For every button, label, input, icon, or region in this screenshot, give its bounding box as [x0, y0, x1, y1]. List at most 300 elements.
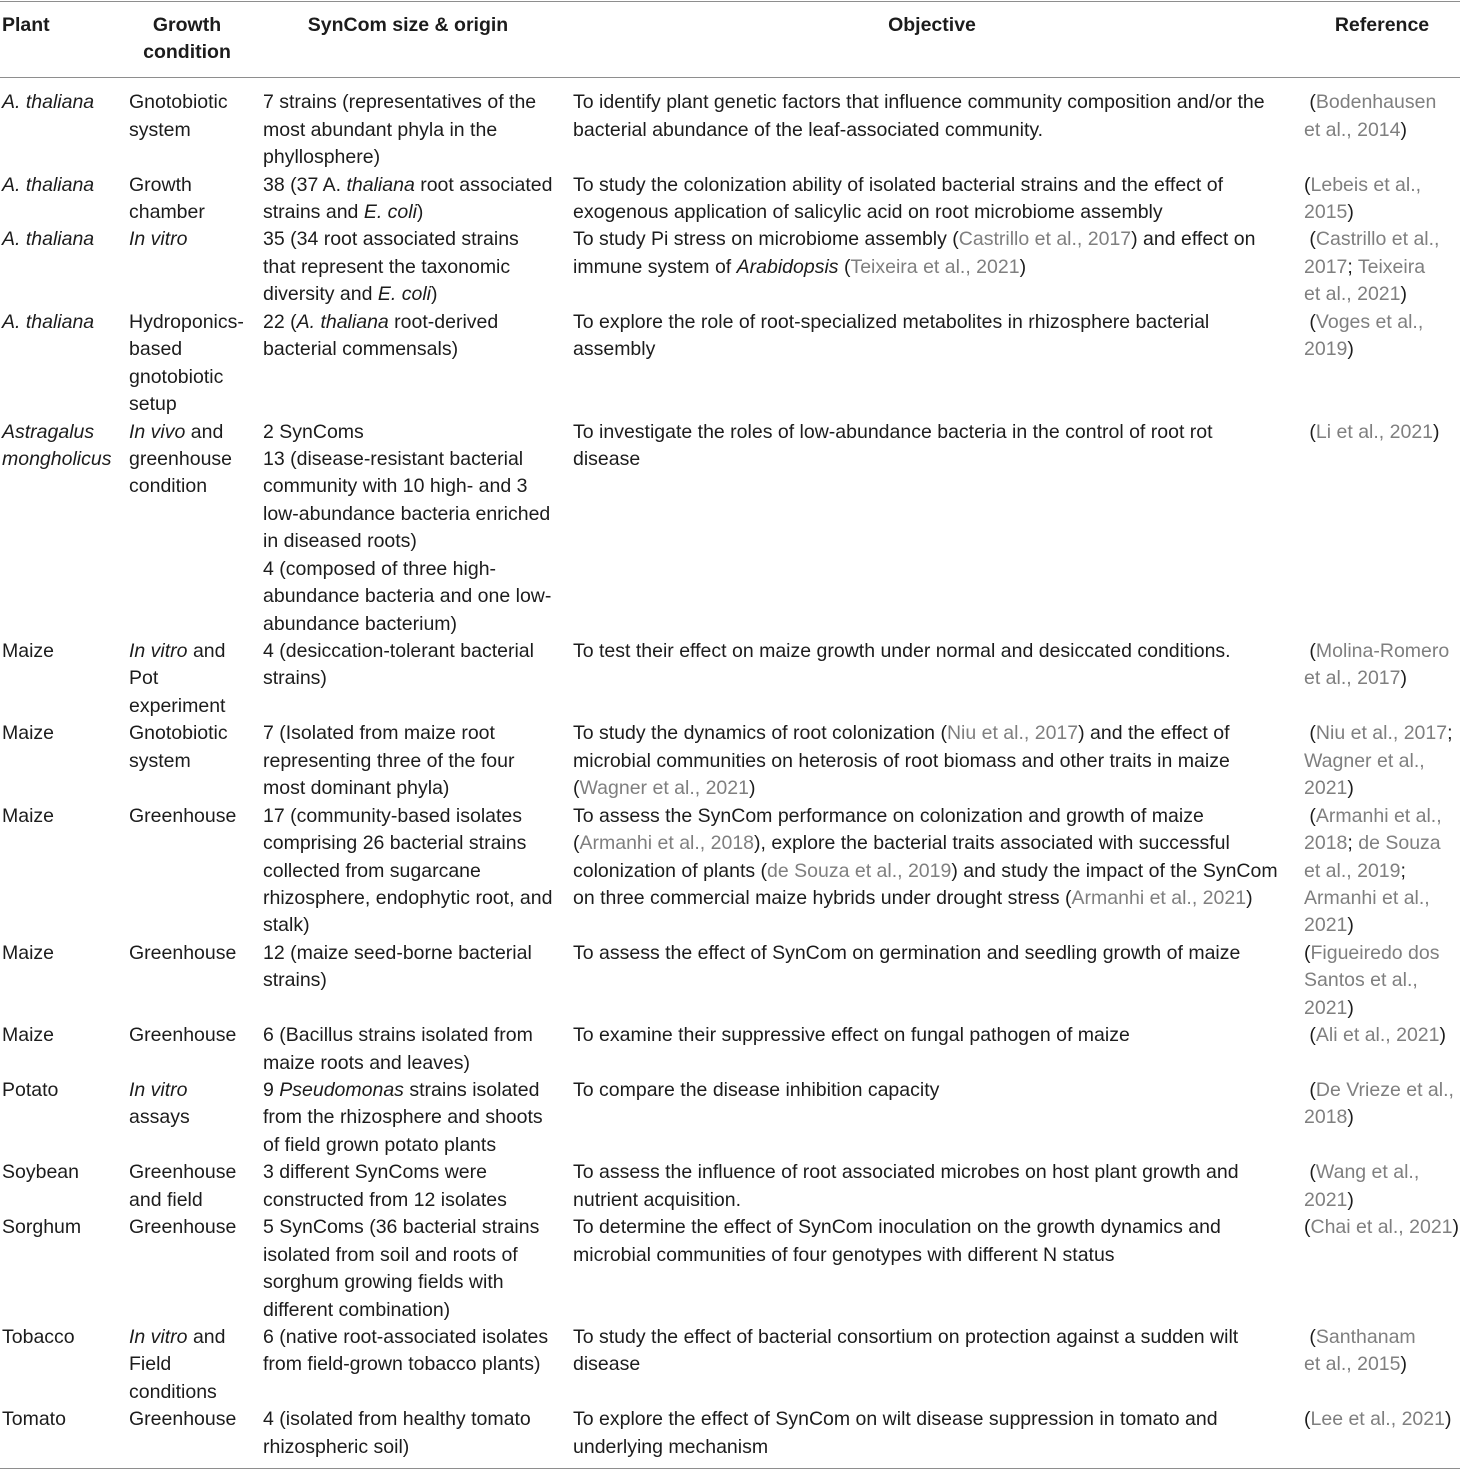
cell-line [129, 117, 263, 144]
cell-line [1304, 775, 1460, 802]
table-row [0, 89, 1460, 171]
citation-link[interactable]: 2018 [1304, 1106, 1348, 1129]
cell-reference [1304, 803, 1460, 940]
cell-line [263, 638, 573, 665]
cell-plant [0, 1022, 129, 1077]
citation-link[interactable]: de Souza et al., 2019 [767, 859, 952, 882]
text-run: constructed from 12 isolates [263, 1188, 507, 1211]
citation-link[interactable]: Armanhi et al., [1315, 804, 1442, 827]
cell-plant [0, 940, 129, 1022]
cell-plant [0, 803, 129, 940]
cell-line [573, 803, 1304, 830]
italic-text: Pseudomonas [279, 1079, 404, 1102]
cell-line [1304, 226, 1460, 253]
text-run: strains and [263, 201, 364, 224]
cell-growth-condition [129, 1406, 263, 1461]
text-run: ( [1304, 91, 1316, 114]
text-run: 17 (community-based isolates [263, 804, 523, 827]
cell-line [129, 391, 263, 418]
cell-line [573, 336, 1304, 363]
text-run: diversity and [263, 283, 378, 306]
cell-growth-condition [129, 309, 263, 419]
text-run: strains isolated [403, 1079, 540, 1102]
text-run: To assess the influence of root associated microbes on host plant growth and [573, 1161, 1239, 1184]
text-run: Maize [2, 722, 55, 745]
cell-line [573, 172, 1304, 199]
cell-plant [0, 419, 129, 639]
cell-line [129, 309, 263, 336]
text-run: ) [1439, 1024, 1447, 1047]
cell-line [573, 199, 1304, 226]
cell-reference [1304, 1077, 1460, 1159]
text-run: Gnotobiotic [129, 722, 228, 745]
citation-link[interactable]: Chai et al., 2021 [1310, 1216, 1453, 1239]
bottom-rule [0, 1468, 1460, 1469]
cell-line [263, 254, 573, 281]
cell-syncom [263, 419, 573, 639]
cell-line [573, 638, 1304, 665]
text-run: 38 (37 A. [263, 173, 347, 196]
text-run: setup [129, 393, 177, 416]
text-run: condition [129, 475, 208, 498]
text-run: 22 ( [263, 310, 297, 333]
cell-line [573, 885, 1304, 912]
cell-growth-condition [129, 940, 263, 1022]
cell-line [263, 1132, 573, 1159]
cell-syncom [263, 940, 573, 1022]
cell-line [2, 1022, 129, 1049]
cell-line [2, 1406, 129, 1433]
citation-link[interactable]: Wang et al., [1315, 1161, 1420, 1184]
cell-line [1304, 1159, 1460, 1186]
cell-line [1304, 419, 1460, 446]
text-run: ) [1347, 1188, 1354, 1211]
cell-line [263, 1214, 573, 1241]
text-run: ( [1304, 1216, 1311, 1239]
cell-growth-condition [129, 803, 263, 940]
text-run: bacterial commensals) [263, 338, 459, 361]
cell-plant [0, 89, 129, 171]
text-run: root associated [414, 173, 553, 196]
cell-syncom [263, 803, 573, 940]
text-run: Maize [2, 804, 55, 827]
cell-syncom [263, 89, 573, 171]
italic-text: Astragalus [2, 420, 95, 443]
citation-link[interactable]: Teixeira et al., 2021 [850, 255, 1020, 278]
cell-line [573, 309, 1304, 336]
text-run: underlying mechanism [573, 1435, 769, 1458]
cell-line [129, 1351, 263, 1378]
table-row [0, 172, 1460, 227]
citation-link[interactable]: Molina-Romero [1315, 640, 1450, 663]
text-run: stalk) [263, 914, 310, 937]
cell-line [129, 419, 263, 446]
citation-link[interactable]: 2021 [1304, 914, 1348, 937]
cell-reference [1304, 172, 1460, 227]
citation-link[interactable]: 2021 [1304, 1188, 1348, 1211]
cell-line [263, 419, 573, 446]
text-run: system [129, 118, 191, 141]
text-run: comprising 26 bacterial strains [263, 832, 527, 855]
text-run: ) and effect on [1131, 228, 1256, 251]
citation-link[interactable]: Castrillo et al., 2017 [958, 228, 1132, 251]
table-row [0, 1159, 1460, 1214]
cell-line [573, 720, 1304, 747]
cell-growth-condition [129, 419, 263, 639]
citation-link[interactable]: Li et al., 2021 [1315, 420, 1434, 443]
text-run: and [185, 420, 224, 443]
cell-line [263, 858, 573, 885]
cell-line [263, 1406, 573, 1433]
cell-growth-condition [129, 172, 263, 227]
cell-line [1304, 720, 1460, 747]
cell-line [263, 830, 573, 857]
cell-syncom [263, 1324, 573, 1406]
cell-syncom [263, 720, 573, 802]
cell-reference [1304, 1159, 1460, 1214]
text-run: ) [1444, 1408, 1452, 1431]
cell-line [129, 720, 263, 747]
citation-link[interactable]: De Vrieze et al., [1315, 1079, 1454, 1102]
cell-syncom [263, 172, 573, 227]
citation-link[interactable]: Castrillo et al., [1315, 228, 1440, 251]
citation-link[interactable]: de Souza [1358, 832, 1441, 855]
cell-objective [573, 89, 1304, 171]
text-run: ) [1347, 914, 1354, 937]
cell-line [2, 1159, 129, 1186]
header-syncom-size-origin: SynCom size & origin [307, 14, 509, 36]
cell-line [129, 1104, 263, 1131]
cell-growth-condition [129, 1077, 263, 1159]
text-run: To identify plant genetic factors that influence community composition and/or the [573, 91, 1265, 114]
citation-link[interactable]: 2021 [1304, 777, 1348, 800]
cell-line [573, 1159, 1304, 1186]
text-run: 6 (Bacillus strains isolated from [263, 1024, 533, 1047]
citation-link[interactable]: Ali et al., 2021 [1315, 1024, 1440, 1047]
cell-growth-condition [129, 89, 263, 171]
text-run: ; [1347, 255, 1358, 278]
citation-link[interactable]: et al., 2021 [1304, 283, 1401, 306]
cell-objective [573, 172, 1304, 227]
cell-line [573, 1434, 1304, 1461]
text-run: based [129, 338, 183, 361]
cell-objective [573, 1077, 1304, 1159]
cell-line [263, 885, 573, 912]
text-run: abundance bacteria and one low- [263, 585, 552, 608]
citation-link[interactable]: 2015 [1304, 201, 1348, 224]
text-run: ) [1347, 338, 1354, 361]
cell-line [573, 1324, 1304, 1351]
cell-line [263, 967, 573, 994]
text-run: most dominant phyla) [263, 777, 450, 800]
text-run: strains) [263, 969, 327, 992]
cell-line [129, 748, 263, 775]
cell-line [1304, 967, 1460, 994]
text-run: To test their effect on maize growth under normal and desiccated conditions. [573, 640, 1231, 663]
cell-plant [0, 309, 129, 419]
table-row [0, 226, 1460, 308]
cell-line [263, 803, 573, 830]
text-run: ) [1347, 201, 1354, 224]
cell-reference [1304, 1324, 1460, 1406]
cell-line [263, 1104, 573, 1131]
text-run: greenhouse [129, 447, 233, 470]
citation-link[interactable]: 2021 [1304, 996, 1348, 1019]
text-run: 13 (disease-resistant bacterial [263, 447, 524, 470]
cell-line [129, 89, 263, 116]
text-run: immune system of [573, 255, 737, 278]
cell-line [2, 1077, 129, 1104]
text-run: assembly [573, 338, 656, 361]
citation-link[interactable]: Niu et al., 2017 [1315, 722, 1448, 745]
cell-reference [1304, 1406, 1460, 1461]
table-row [0, 309, 1460, 419]
text-run: Gnotobiotic [129, 91, 228, 114]
italic-text: In vitro [129, 640, 188, 663]
cell-growth-condition [129, 1324, 263, 1406]
table-row [0, 940, 1460, 1022]
cell-reference [1304, 309, 1460, 419]
text-run: To compare the disease inhibition capacity [573, 1079, 940, 1102]
cell-reference [1304, 226, 1460, 308]
header-plant: Plant [2, 14, 50, 36]
table-header-row [0, 2, 1460, 77]
cell-line [263, 775, 573, 802]
cell-line [573, 940, 1304, 967]
cell-line [573, 748, 1304, 775]
cell-line [129, 199, 263, 226]
cell-line [263, 1297, 573, 1324]
cell-plant [0, 1214, 129, 1324]
cell-line [263, 940, 573, 967]
cell-line [263, 117, 573, 144]
italic-text: thaliana [346, 173, 415, 196]
text-run: ( [573, 777, 580, 800]
citation-link[interactable]: Wagner et al., [1304, 749, 1425, 772]
text-run: abundance bacterium) [263, 612, 458, 635]
text-run: To assess the effect of SynCom on germination and seedling growth of maize [573, 941, 1241, 964]
cell-line [263, 1050, 573, 1077]
text-run: Tobacco [2, 1325, 75, 1348]
cell-syncom [263, 638, 573, 720]
text-run: different combination) [263, 1298, 451, 1321]
cell-objective [573, 226, 1304, 308]
citation-link[interactable]: Figueiredo dos [1310, 941, 1440, 964]
text-run: 4 (composed of three high- [263, 557, 497, 580]
citation-link[interactable]: Lebeis et al., [1310, 173, 1422, 196]
text-run: ; [1400, 859, 1406, 882]
citation-link[interactable]: 2018 [1304, 832, 1348, 855]
cell-objective [573, 309, 1304, 419]
cell-line [573, 1077, 1304, 1104]
text-run: ( [1304, 804, 1316, 827]
text-run: To explore the effect of SynCom on wilt disease suppression in tomato and [573, 1408, 1218, 1431]
cell-objective [573, 638, 1304, 720]
citation-link[interactable]: Voges et al., [1315, 310, 1424, 333]
text-run: Soybean [2, 1161, 79, 1184]
cell-line [2, 419, 129, 446]
italic-text: In vitro [129, 228, 188, 251]
cell-line [129, 1187, 263, 1214]
cell-growth-condition [129, 1159, 263, 1214]
cell-reference [1304, 720, 1460, 802]
cell-line [129, 1214, 263, 1241]
citation-link[interactable]: Santos et al., [1304, 969, 1418, 992]
cell-line [263, 89, 573, 116]
cell-line [263, 281, 573, 308]
cell-line [573, 1242, 1304, 1269]
cell-line [1304, 89, 1460, 116]
text-run: ) [1347, 1106, 1354, 1129]
table-row [0, 803, 1460, 940]
text-run: To assess the SynCom performance on colonization and growth of maize [573, 804, 1204, 827]
cell-line [263, 1351, 573, 1378]
text-run: 7 (Isolated from maize root [263, 722, 495, 745]
text-run: Greenhouse [129, 941, 237, 964]
cell-line [1304, 117, 1460, 144]
cell-line [573, 1406, 1304, 1433]
cell-line [263, 501, 573, 528]
cell-line [1304, 940, 1460, 967]
citation-link[interactable]: Armanhi et al., 2021 [1071, 886, 1247, 909]
text-run: ) [1400, 1353, 1407, 1376]
cell-syncom [263, 226, 573, 308]
text-run: ( [1304, 941, 1311, 964]
text-run: Maize [2, 941, 55, 964]
cell-line [2, 803, 129, 830]
cell-line [263, 583, 573, 610]
text-run: bacterial abundance of the leaf-associated community. [573, 118, 1044, 141]
text-run: ( [1304, 722, 1316, 745]
cell-line [129, 226, 263, 253]
cell-line [573, 1022, 1304, 1049]
cell-line [129, 1324, 263, 1351]
text-run: 12 (maize seed-borne bacterial [263, 941, 532, 964]
cell-line [263, 144, 573, 171]
text-run: ( [1304, 228, 1316, 251]
text-run: colonization of plants ( [573, 859, 768, 882]
cell-objective [573, 1214, 1304, 1324]
text-run: disease [573, 1353, 641, 1376]
cell-line [1304, 748, 1460, 775]
text-run: conditions [129, 1380, 217, 1403]
cell-plant [0, 1324, 129, 1406]
text-run: ) [1400, 283, 1407, 306]
cell-line [263, 748, 573, 775]
cell-line [1304, 1214, 1460, 1241]
text-run: 5 SynComs (36 bacterial strains [263, 1216, 540, 1239]
italic-text: mongholicus [2, 447, 112, 470]
cell-line [129, 446, 263, 473]
text-run: from field-grown tobacco plants) [263, 1353, 541, 1376]
cell-line [1304, 1022, 1460, 1049]
cell-objective [573, 1022, 1304, 1077]
text-run: ( [1304, 1161, 1316, 1184]
citation-link[interactable]: et al., 2019 [1304, 859, 1401, 882]
cell-line [263, 912, 573, 939]
text-run: most abundant phyla in the [263, 118, 498, 141]
cell-line [263, 1242, 573, 1269]
cell-line [263, 309, 573, 336]
text-run: ), explore the bacterial traits associated with successful [754, 832, 1230, 855]
text-run: Growth [129, 173, 192, 196]
cell-plant [0, 1077, 129, 1159]
text-run: 9 [263, 1079, 280, 1102]
cell-line [2, 309, 129, 336]
italic-text: A. thaliana [2, 310, 95, 333]
cell-line [129, 693, 263, 720]
text-run: To investigate the roles of low-abundance bacteria in the control of root rot [573, 420, 1213, 443]
cell-objective [573, 803, 1304, 940]
italic-text: In vitro [129, 1325, 188, 1348]
citation-link[interactable]: Niu et al., 2017 [946, 722, 1079, 745]
cell-line [1304, 858, 1460, 885]
text-run: 4 (desiccation-tolerant bacterial [263, 640, 534, 663]
text-run: and [187, 640, 226, 663]
text-run: representing three of the four [263, 749, 515, 772]
cell-line [129, 665, 263, 692]
cell-line [263, 1434, 573, 1461]
citation-link[interactable]: Armanhi et al., 2018 [579, 832, 755, 855]
italic-text: A. thaliana [2, 228, 95, 251]
text-run: isolated from soil and roots of [263, 1243, 518, 1266]
table-row [0, 1214, 1460, 1324]
header-growth-condition: Growth condition [143, 14, 231, 64]
text-run: To determine the effect of SynCom inoculation on the growth dynamics and [573, 1216, 1221, 1239]
text-run: ( [1304, 1079, 1316, 1102]
cell-line [1304, 1104, 1460, 1131]
text-run: Greenhouse [129, 1408, 237, 1431]
text-run: and [187, 1325, 226, 1348]
italic-text: In vitro [129, 1079, 188, 1102]
citation-link[interactable]: et al., 2015 [1304, 1353, 1401, 1376]
citation-link[interactable]: 2019 [1304, 338, 1348, 361]
cell-line [1304, 1077, 1460, 1104]
text-run: Greenhouse [129, 1216, 237, 1239]
cell-line [2, 638, 129, 665]
cell-reference [1304, 1214, 1460, 1324]
cell-line [573, 117, 1304, 144]
citation-link[interactable]: Wagner et al., 2021 [579, 777, 749, 800]
cell-line [129, 473, 263, 500]
text-run: 35 (34 root associated strains [263, 228, 519, 251]
cell-reference [1304, 940, 1460, 1022]
citation-link[interactable]: Bodenhausen [1315, 91, 1437, 114]
cell-growth-condition [129, 226, 263, 308]
cell-line [2, 226, 129, 253]
cell-line [263, 720, 573, 747]
citation-link[interactable]: et al., 2014 [1304, 118, 1401, 141]
citation-link[interactable]: Lee et al., 2021 [1310, 1408, 1445, 1431]
cell-line [1304, 638, 1460, 665]
cell-line [2, 940, 129, 967]
cell-line [263, 611, 573, 638]
text-run: of field grown potato plants [263, 1133, 497, 1156]
text-run: and field [129, 1188, 203, 1211]
cell-line [263, 1187, 573, 1214]
text-run: To examine their suppressive effect on fungal pathogen of maize [573, 1024, 1130, 1047]
citation-link[interactable]: et al., 2017 [1304, 667, 1401, 690]
citation-link[interactable]: 2017 [1304, 255, 1348, 278]
citation-link[interactable]: Teixeira [1357, 255, 1426, 278]
cell-line [573, 254, 1304, 281]
cell-reference [1304, 1022, 1460, 1077]
citation-link[interactable]: Armanhi et al., [1304, 886, 1430, 909]
text-run: Greenhouse [129, 1024, 237, 1047]
table-body [0, 78, 1460, 1468]
citation-link[interactable]: Santhanam [1315, 1325, 1416, 1348]
text-run: Tomato [2, 1408, 66, 1431]
